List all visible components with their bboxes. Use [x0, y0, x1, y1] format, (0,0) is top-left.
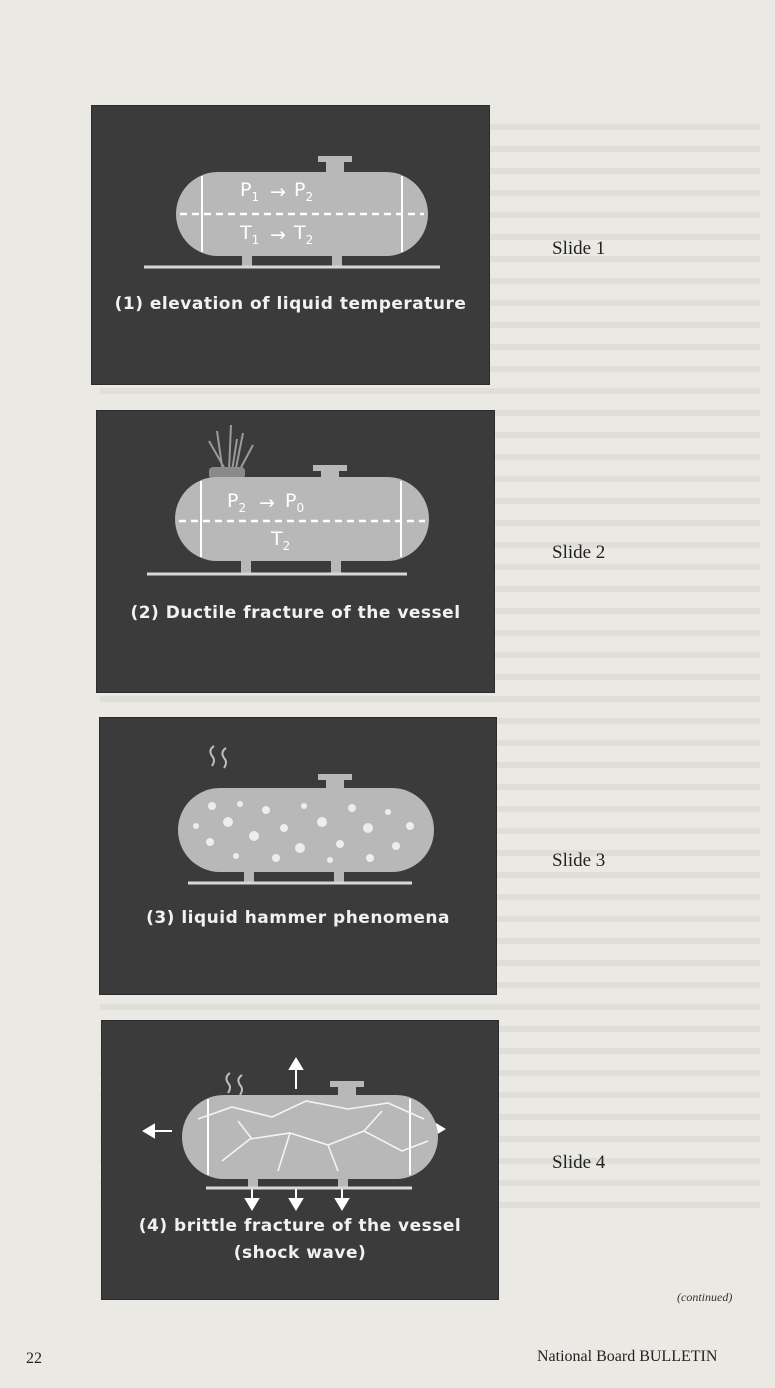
p-from-sub: 2 [238, 501, 247, 515]
svg-text:→: → [259, 492, 275, 514]
p-from-label: P [227, 490, 239, 512]
escaping-vapor-icon [209, 425, 253, 473]
t-from-label: T [240, 222, 252, 244]
page-number: 22 [26, 1350, 42, 1367]
slide-1 [92, 106, 489, 384]
svg-text:→: → [270, 224, 286, 246]
slide-1-label: Slide 1 [552, 238, 606, 259]
t-from-sub: 1 [251, 233, 260, 247]
slide-4-caption-line1: (4) brittle fracture of the vessel [138, 1216, 462, 1236]
publication-title: National Board BULLETIN [537, 1348, 718, 1365]
slide-4 [102, 1021, 498, 1299]
t-from-label: T [271, 528, 283, 550]
slide-2-label: Slide 2 [552, 542, 606, 563]
steam-icon [226, 1073, 242, 1095]
p-from-sub: 1 [251, 190, 260, 204]
t-from-sub: 2 [282, 539, 291, 553]
p-to-label: P [285, 490, 297, 512]
slide-1-caption: (1) elevation of liquid temperature [114, 294, 467, 314]
slide-3-caption: (3) liquid hammer phenomena [146, 908, 450, 928]
p-from-label: P [240, 179, 252, 201]
p-to-label: P [294, 179, 306, 201]
steam-icon [210, 746, 226, 768]
slide-2-caption: (2) Ductile fracture of the vessel [130, 603, 461, 623]
p-to-sub: 0 [296, 501, 305, 515]
slide-3-label: Slide 3 [552, 850, 606, 871]
slide-4-label: Slide 4 [552, 1152, 606, 1173]
slide-4-caption-line2: (shock wave) [233, 1243, 367, 1263]
tank-diagram-2 [97, 411, 494, 692]
continued-note: (continued) [677, 1290, 733, 1304]
slide-2 [97, 411, 494, 692]
t-to-sub: 2 [305, 233, 314, 247]
tank-diagram-1 [92, 106, 489, 384]
t-to-label: T [294, 222, 306, 244]
tank-diagram-3 [100, 718, 496, 994]
svg-text:→: → [270, 181, 286, 203]
slide-3 [100, 718, 496, 994]
p-to-sub: 2 [305, 190, 314, 204]
